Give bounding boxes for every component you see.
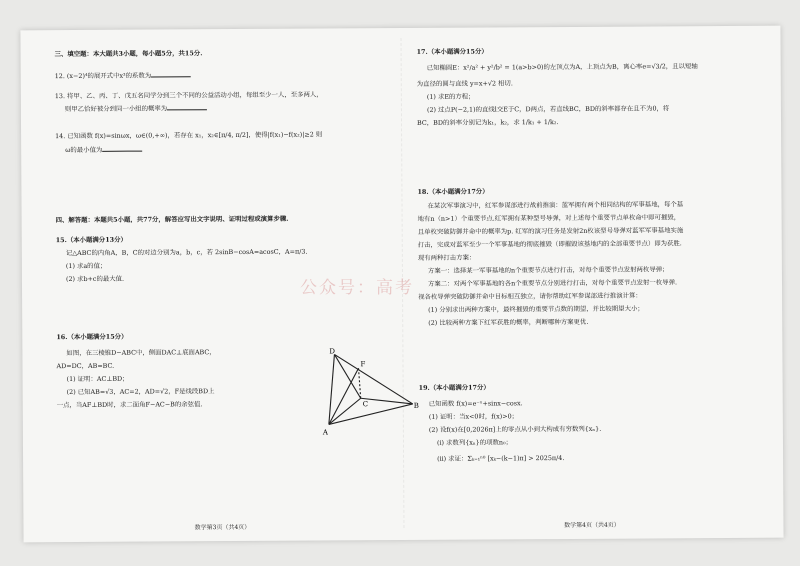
question-17-line-1: 已知椭圆E：x²/a² + y²/b² = 1(a>b>0)的左顶点为A，上顶点为B，离心率e=√3/2，且以短轴 bbox=[426, 62, 698, 72]
question-14 bbox=[55, 130, 385, 159]
question-16-part-1: (1) 证明：AC⊥BD； bbox=[66, 374, 129, 384]
segment-FC bbox=[359, 368, 361, 398]
question-18-plan-1: 方案一：选择某一军事基地的n个重要节点进行打击，对每个重要节点发射两枚导弹； bbox=[427, 265, 669, 275]
edge-DB bbox=[334, 354, 412, 404]
question-13-line-1: 13. 将甲、乙、丙、丁、戊五名同学分到三个不同的公益活动小组，每组至少一人，至多两人， bbox=[54, 90, 323, 101]
question-12-text: 12. (x−2)⁴的展开式中x³的系数为 bbox=[54, 71, 152, 81]
answer-blank-12 bbox=[151, 76, 191, 77]
label-A: A bbox=[322, 428, 328, 437]
question-12 bbox=[55, 70, 385, 80]
label-D: D bbox=[329, 347, 336, 356]
question-19 bbox=[419, 382, 765, 468]
question-17-title: 17.（本小题满分15分） bbox=[416, 47, 488, 56]
question-13 bbox=[55, 90, 385, 118]
question-15-part-2: (2) 求b+c的最大值. bbox=[65, 274, 125, 284]
question-19-part-i: (i) 求数列{xₙ}的项数n₀； bbox=[436, 438, 512, 447]
label-B: B bbox=[413, 401, 419, 410]
question-17 bbox=[417, 46, 763, 132]
section-solution-heading: 四、解答题：本题共5小题，共77分，解答应写出文字说明、证明过程或演算步骤. bbox=[55, 214, 289, 225]
question-18-line-6: 视各枚导弹突破防御并命中目标相互独立，请你帮助红军参谋部进行推演计算： bbox=[418, 291, 642, 301]
question-18-line-5: 现有两种打击方案： bbox=[417, 253, 476, 262]
question-16-title: 16.（本小题满分15分） bbox=[56, 332, 128, 342]
question-17-part-2b: BC，BD的斜率分别记为k₁，k₂，求 1/k₁ + 1/k₂. bbox=[416, 118, 559, 127]
question-16 bbox=[56, 332, 290, 414]
question-18-line-3: 且单枚突破防御并命中的概率为p. 红军的演习任务是发射2n枚该型号导弹对蓝军军事基地实施 bbox=[417, 226, 684, 236]
question-19-part-1: (1) 证明：当x<0时，f(x)>0； bbox=[428, 412, 519, 421]
question-18-line-2: 地有n（n>1）个重要节点.红军拥有某种型号导弹，对上述每个重要节点单枚命中即可摧毁， bbox=[417, 213, 681, 223]
question-17-part-2a: (2) 过点P(−2,1)的直线l交E于C，D两点，若直线BC，BD的斜率都存在且不为0，将 bbox=[426, 104, 670, 114]
question-16-line-2: AD=DC，AB=BC. bbox=[56, 361, 115, 371]
question-14-line-2: ω的最小值为 bbox=[65, 145, 103, 155]
answer-blank-14 bbox=[102, 151, 142, 152]
question-14-line-1: 14. 已知函数 f(x)=sinωx，ω∈(0,+∞)，若存在 x₁，x₂∈[π/4, π/2]，使得|f(x₁)−f(x₂)|≥2 则 bbox=[55, 130, 323, 141]
answer-blank-13 bbox=[167, 109, 207, 110]
question-18-title: 18.（本小题满分17分） bbox=[417, 187, 489, 196]
question-18-line-4: 打击，完成对蓝军至少一个军事基地的彻底摧毁（即摧毁该基地内的全部重要节点）即为获胜. bbox=[417, 239, 682, 249]
exam-page-4 bbox=[413, 26, 764, 540]
question-15-part-1: (1) 求a的值； bbox=[65, 261, 107, 271]
pyramid-figure bbox=[320, 346, 421, 439]
page-4-footer: 数学第4页（共4页） bbox=[564, 521, 620, 529]
question-17-line-2: 为直径的圆与直线 y=x+√2 相切. bbox=[416, 79, 513, 88]
question-19-part-ii: (ii) 求证：Σₖ₌₁ⁿ⁰ [xₖ−(k−1)π] > 2025π/4. bbox=[437, 454, 565, 463]
question-18 bbox=[417, 186, 763, 332]
question-16-part-2a: (2) 已知AB=√3，AC=2，AD=√2，F是线段BD上 bbox=[66, 387, 215, 397]
question-16-line-1: 如图，在三棱锥D−ABC中，侧面DAC⊥底面ABC， bbox=[66, 348, 216, 358]
question-19-title: 19.（本小题满分17分） bbox=[418, 383, 490, 392]
page-3-footer: 数学第3页（共4页） bbox=[194, 523, 251, 531]
question-13-line-2: 则甲乙恰好被分到同一小组的概率为 bbox=[64, 104, 168, 114]
question-17-part-1: (1) 求E的方程； bbox=[426, 92, 475, 101]
question-18-plan-2: 方案二：对两个军事基地的各n个重要节点分别进行打击，对每个重要节点发射一枚导弹. bbox=[427, 278, 678, 288]
label-F: F bbox=[360, 360, 366, 369]
edge-DC bbox=[334, 354, 360, 398]
question-18-line-1: 在某次军事演习中，红军参谋部进行战前推演：蓝军拥有两个相同结构的军事基地，每个基 bbox=[427, 200, 684, 210]
question-15-title: 15.（本小题满分13分） bbox=[55, 235, 127, 245]
question-18-part-2: (2) 比较两种方案下红军获胜的概率，判断哪种方案更优. bbox=[428, 317, 589, 327]
watermark-text: 公众号：高考 bbox=[300, 278, 414, 298]
question-19-line-1: 已知函数 f(x)=e⁻ˣ+sinx−cosx. bbox=[428, 399, 523, 408]
question-16-part-2b: 一点，当AF⊥BD时，求二面角F−AC−B的余弦值. bbox=[56, 400, 203, 410]
label-C: C bbox=[362, 400, 369, 409]
section-fill-in-heading: 三、填空题：本大题共3小题，每小题5分，共15分. bbox=[54, 49, 203, 59]
question-15-body: 记△ABC的内角A，B，C的对边分别为a，b，c，若 2sinB−cosA=acosC，A=π/3. bbox=[65, 247, 308, 258]
question-18-part-1: (1) 分别求出两种方案中，最终摧毁的重要节点数的期望，并比较期望大小； bbox=[428, 304, 644, 314]
question-19-part-2: (2) 设f(x)在[0,2026π]上的零点从小到大构成有穷数列{xₙ}. bbox=[428, 424, 602, 434]
